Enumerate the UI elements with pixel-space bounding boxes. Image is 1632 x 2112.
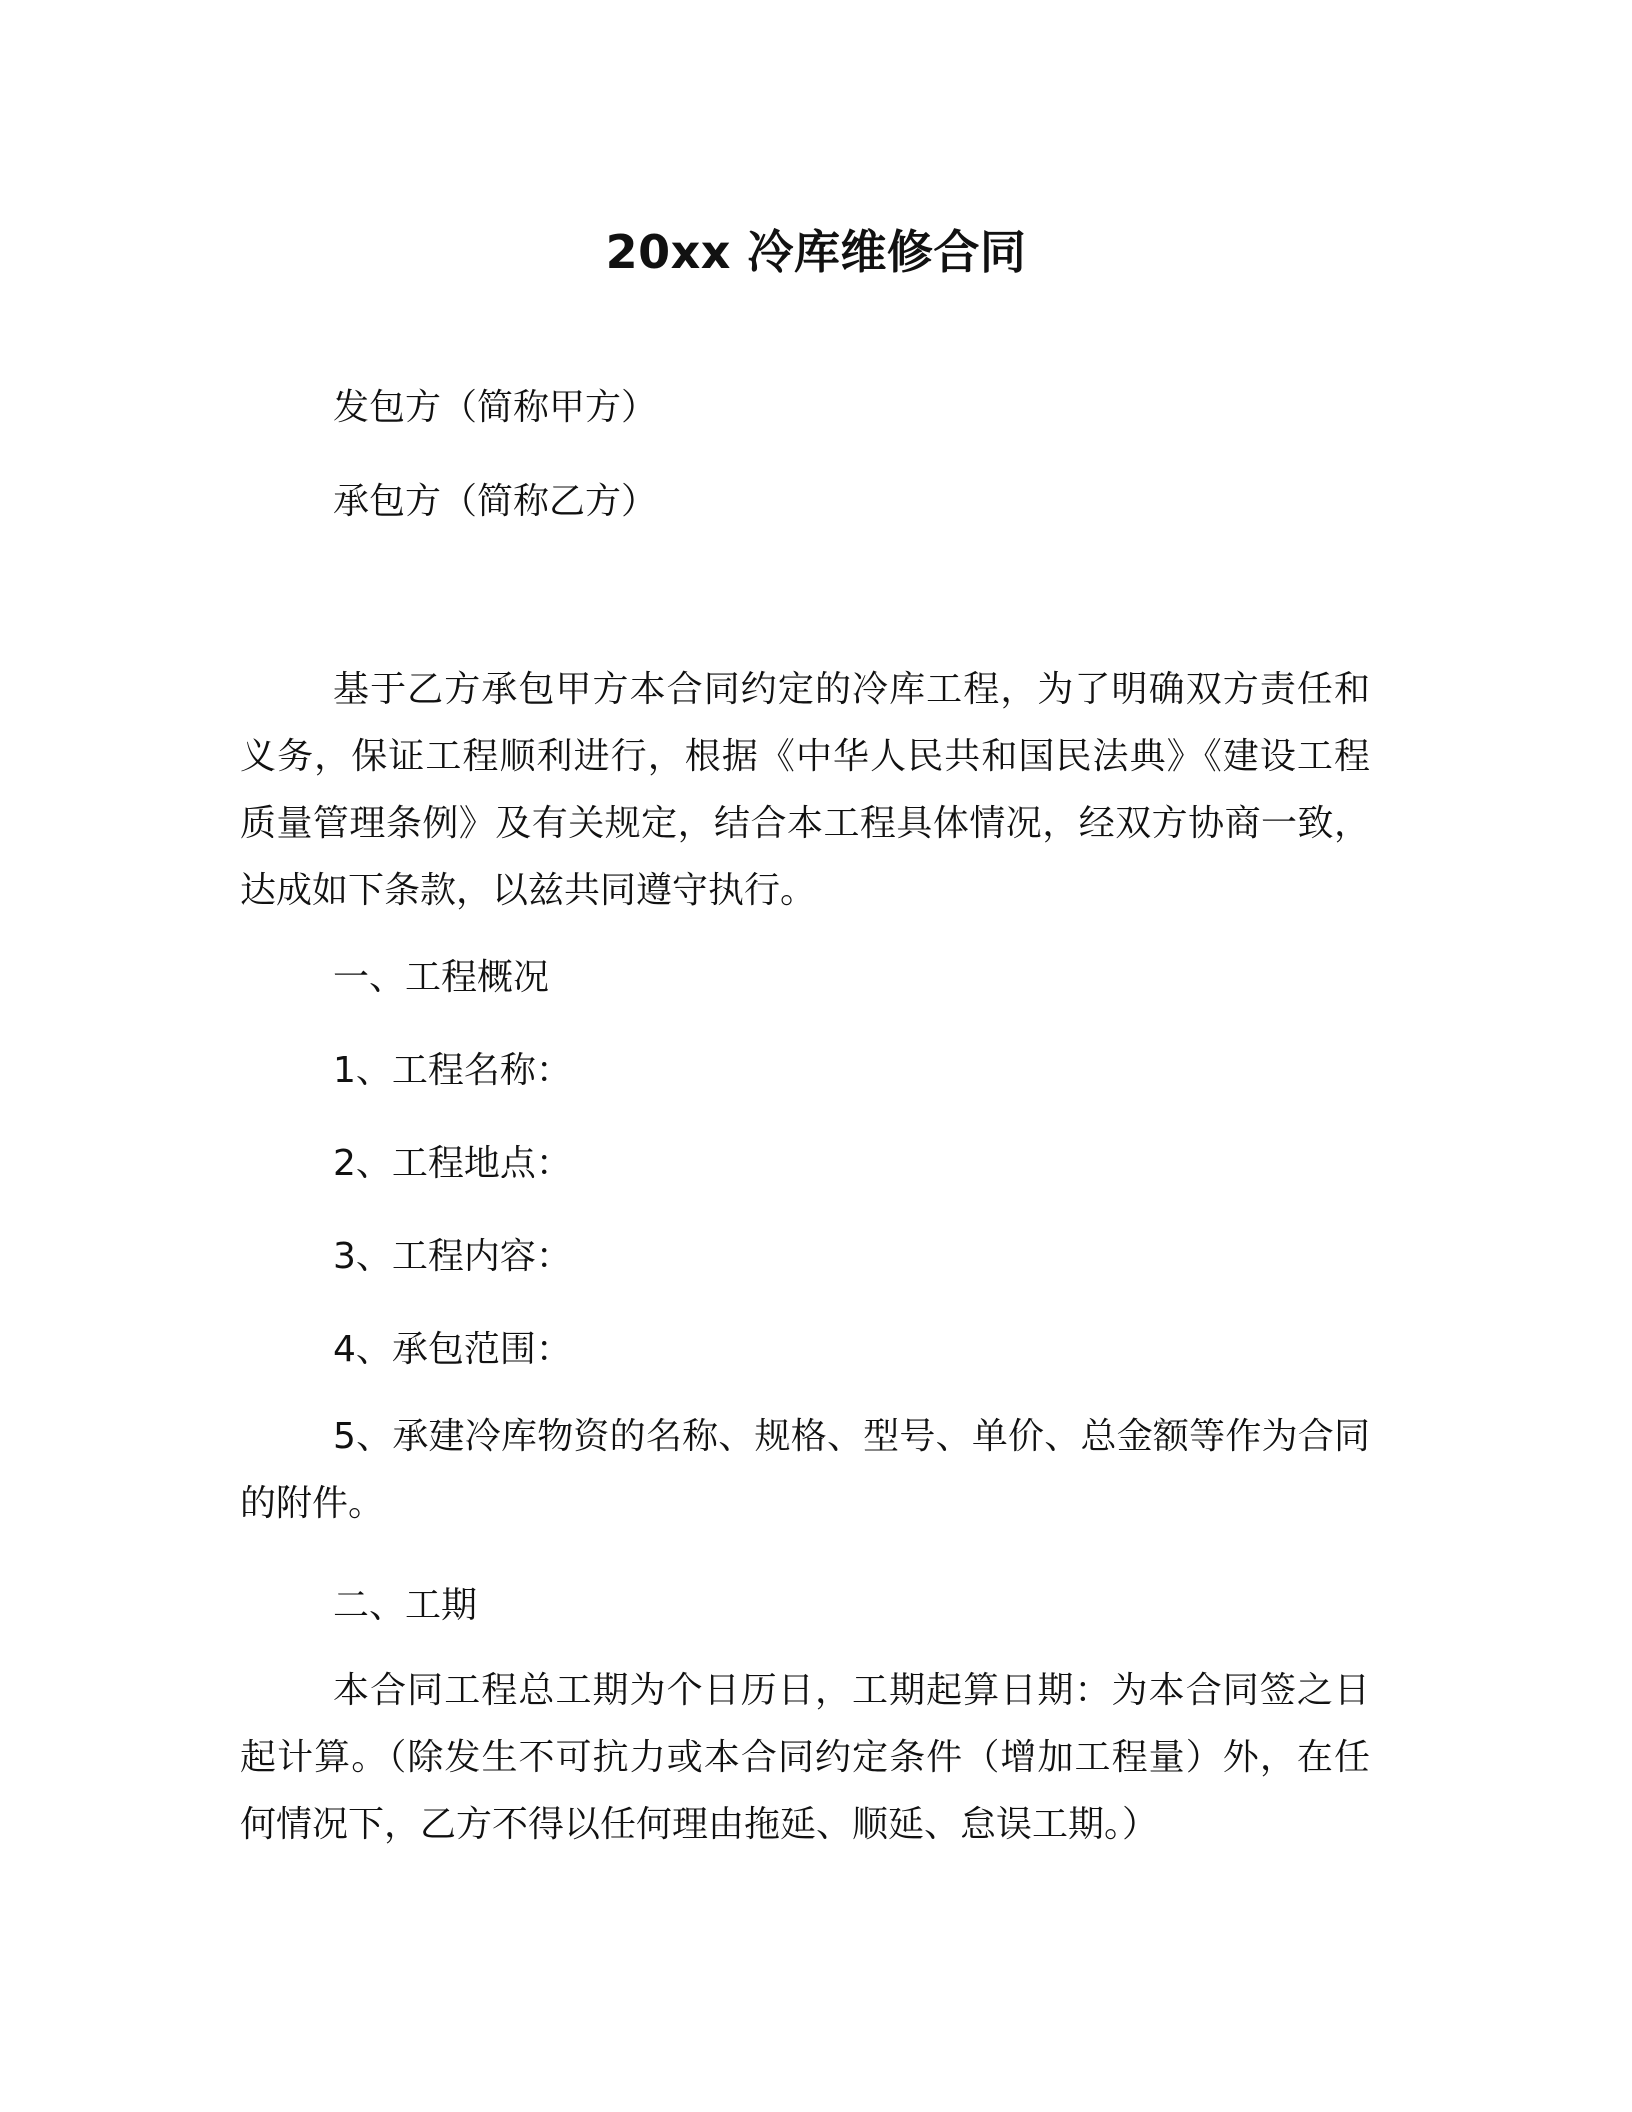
section-2-heading: 二、工期 bbox=[333, 1585, 478, 1626]
section-1-heading: 一、工程概况 bbox=[333, 957, 550, 998]
preamble-paragraph: 基于乙方承包甲方本合同约定的冷库工程，为了明确双方责任和义务，保证工程顺利进行，根据《中华人民共和国民法典》《建设工程质量管理条例》及有关规定，结合本工程具体情况，经双方协商一致，达成如下条款，以兹共同遵守执行。 bbox=[240, 669, 1370, 911]
list-item-contract-scope: 4、承包范围： bbox=[333, 1329, 572, 1370]
party-b-line: 承包方（简称乙方） bbox=[333, 481, 658, 522]
list-item-project-name: 1、工程名称： bbox=[333, 1050, 572, 1091]
party-a-line: 发包方（简称甲方） bbox=[333, 387, 658, 428]
section-2-paragraph: 本合同工程总工期为个日历日，工期起算日期：为本合同签之日起计算。（除发生不可抗力或本合同约定条件（增加工程量）外，在任何情况下，乙方不得以任何理由拖延、顺延、怠误工期。） bbox=[240, 1670, 1370, 1845]
list-item-project-location: 2、工程地点： bbox=[333, 1143, 572, 1184]
list-item-materials: 5、承建冷库物资的名称、规格、型号、单价、总金额等作为合同的附件。 bbox=[240, 1416, 1370, 1524]
document-title: 20xx 冷库维修合同 bbox=[605, 225, 1027, 279]
list-item-project-content: 3、工程内容： bbox=[333, 1236, 572, 1277]
